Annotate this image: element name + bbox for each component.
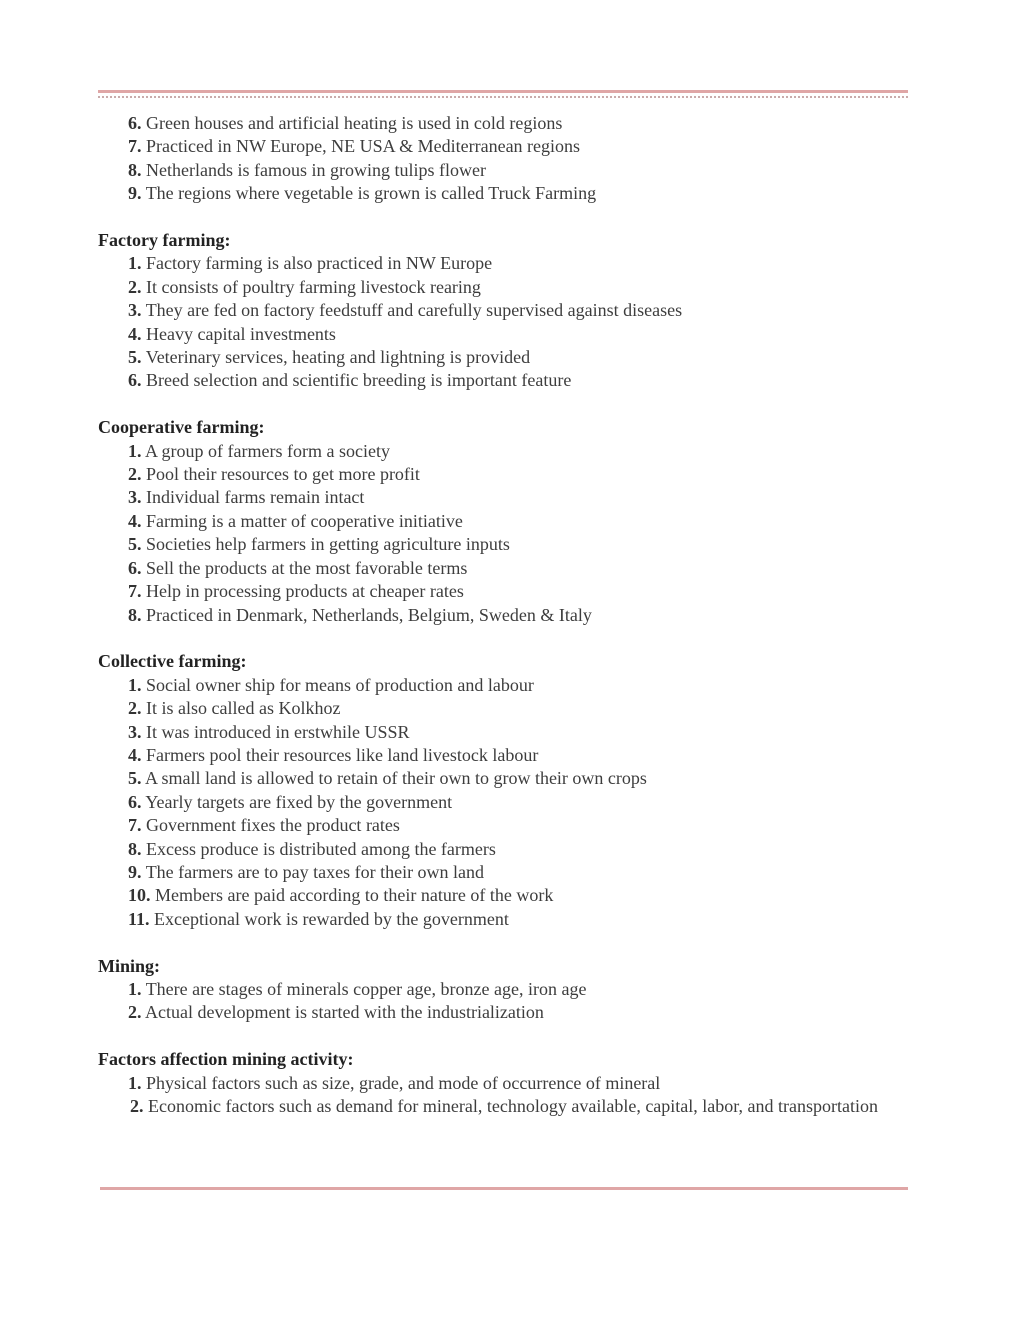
list-item	[98, 580, 908, 603]
section-heading: Cooperative farming:	[98, 417, 265, 438]
item-number: 4.	[128, 510, 142, 531]
item-number: 9.	[128, 183, 142, 204]
item-text: A group of farmers form a society	[145, 440, 390, 461]
item-text: The farmers are to pay taxes for their own land	[145, 861, 485, 882]
list-item	[98, 697, 908, 720]
section-heading: Mining:	[98, 955, 161, 976]
list-item	[98, 744, 908, 767]
list-item	[98, 533, 908, 556]
list-item	[98, 1095, 908, 1118]
section-cooperative-farming	[98, 416, 908, 627]
item-text: It is also called as Kolkhoz	[146, 698, 341, 719]
list-item	[98, 252, 908, 275]
list-item	[98, 112, 908, 135]
list-item	[98, 510, 908, 533]
item-text: Societies help farmers in getting agriculture inputs	[146, 534, 510, 555]
item-number: 2.	[128, 698, 142, 719]
list-item	[98, 135, 908, 158]
top-rule-solid	[98, 90, 908, 93]
section-heading: Factory farming:	[98, 230, 231, 251]
item-number: 7.	[128, 136, 142, 157]
item-text: Actual development is started with the industrialization	[145, 1002, 544, 1023]
item-number: 2.	[128, 464, 142, 485]
item-text: Individual farms remain intact	[146, 487, 365, 508]
item-number: 2.	[128, 1002, 142, 1023]
list-item	[98, 721, 908, 744]
list-item	[98, 159, 908, 182]
list-item	[98, 369, 908, 392]
item-number: 6.	[128, 557, 142, 578]
item-text: Practiced in NW Europe, NE USA & Mediterranean regions	[146, 136, 581, 157]
item-number: 7.	[128, 581, 142, 602]
item-text: Farming is a matter of cooperative initiative	[146, 510, 463, 531]
item-text: Breed selection and scientific breeding is important feature	[146, 370, 572, 391]
list-item	[98, 978, 908, 1001]
item-text: Social owner ship for means of production and labour	[146, 674, 534, 695]
section-mining	[98, 955, 908, 1025]
section-heading: Factors affection mining activity:	[98, 1049, 354, 1070]
item-number: 1.	[128, 1072, 142, 1093]
item-text: Government fixes the product rates	[146, 815, 400, 836]
list-item	[98, 814, 908, 837]
list-item	[98, 299, 908, 322]
item-text: It consists of poultry farming livestock rearing	[146, 276, 481, 297]
list-item	[98, 908, 908, 931]
item-number: 1.	[128, 440, 142, 461]
item-text: It was introduced in erstwhile USSR	[146, 721, 410, 742]
item-text: Farmers pool their resources like land livestock labour	[146, 744, 539, 765]
item-text: Yearly targets are fixed by the government	[145, 791, 453, 812]
item-text: Heavy capital investments	[146, 323, 336, 344]
item-text: A small land is allowed to retain of their own to grow their own crops	[145, 768, 647, 789]
item-number: 8.	[128, 159, 142, 180]
list-item	[98, 486, 908, 509]
item-text: Sell the products at the most favorable terms	[146, 557, 468, 578]
list-item	[98, 884, 908, 907]
item-text: Green houses and artificial heating is used in cold regions	[146, 113, 563, 133]
item-number: 10.	[128, 885, 151, 906]
section-market-gardening-continued	[98, 112, 908, 206]
section-factory-farming	[98, 229, 908, 393]
item-number: 4.	[128, 323, 142, 344]
list-item	[98, 791, 908, 814]
item-number: 1.	[128, 253, 142, 274]
item-number: 1.	[128, 978, 142, 999]
item-number: 2.	[130, 1095, 144, 1116]
item-number: 3.	[128, 721, 142, 742]
list-item	[98, 767, 908, 790]
item-text: Factory farming is also practiced in NW Europe	[146, 253, 493, 274]
item-text: Pool their resources to get more profit	[146, 464, 420, 485]
list-item	[98, 182, 908, 205]
list-item	[98, 861, 908, 884]
bottom-rule	[100, 1187, 908, 1190]
list-item	[98, 1001, 908, 1024]
item-text: Physical factors such as size, grade, and mode of occurrence of mineral	[146, 1072, 661, 1093]
item-number: 9.	[128, 861, 142, 882]
item-number: 3.	[128, 487, 142, 508]
list-item	[98, 1072, 908, 1095]
item-number: 6.	[128, 113, 142, 133]
list-item	[98, 557, 908, 580]
item-text: Veterinary services, heating and lightning is provided	[145, 347, 531, 368]
item-number: 7.	[128, 815, 142, 836]
item-number: 5.	[128, 534, 142, 555]
item-number: 5.	[128, 768, 142, 789]
item-text: Practiced in Denmark, Netherlands, Belgium, Sweden & Italy	[146, 604, 592, 625]
item-number: 11.	[128, 908, 150, 929]
list-item	[98, 276, 908, 299]
list-item	[98, 604, 908, 627]
item-number: 8.	[128, 838, 142, 859]
section-heading: Collective farming:	[98, 651, 247, 672]
section-factors-affection-mining-activity	[98, 1048, 908, 1118]
item-number: 6.	[128, 791, 142, 812]
item-text: Exceptional work is rewarded by the government	[154, 908, 509, 929]
item-text: The regions where vegetable is grown is called Truck Farming	[145, 183, 597, 204]
item-text: Economic factors such as demand for mineral, technology available, capital, labor, and transportation	[148, 1095, 879, 1116]
item-text: Members are paid according to their nature of the work	[155, 885, 554, 906]
list-item	[98, 346, 908, 369]
list-item	[98, 323, 908, 346]
list-item	[98, 440, 908, 463]
document-content	[98, 112, 908, 1118]
item-text: Help in processing products at cheaper rates	[146, 581, 464, 602]
item-number: 3.	[128, 300, 142, 321]
item-number: 4.	[128, 744, 142, 765]
list-item	[98, 674, 908, 697]
list-item	[98, 838, 908, 861]
item-number: 6.	[128, 370, 142, 391]
item-text: They are fed on factory feedstuff and carefully supervised against diseases	[145, 300, 683, 321]
item-text: There are stages of minerals copper age, bronze age, iron age	[145, 978, 587, 999]
item-text: Excess produce is distributed among the farmers	[146, 838, 496, 859]
list-item	[98, 463, 908, 486]
item-number: 1.	[128, 674, 142, 695]
item-number: 8.	[128, 604, 142, 625]
section-collective-farming	[98, 650, 908, 931]
top-rule-dotted	[98, 96, 908, 98]
item-number: 5.	[128, 347, 142, 368]
item-text: Netherlands is famous in growing tulips flower	[146, 159, 486, 180]
item-number: 2.	[128, 276, 142, 297]
